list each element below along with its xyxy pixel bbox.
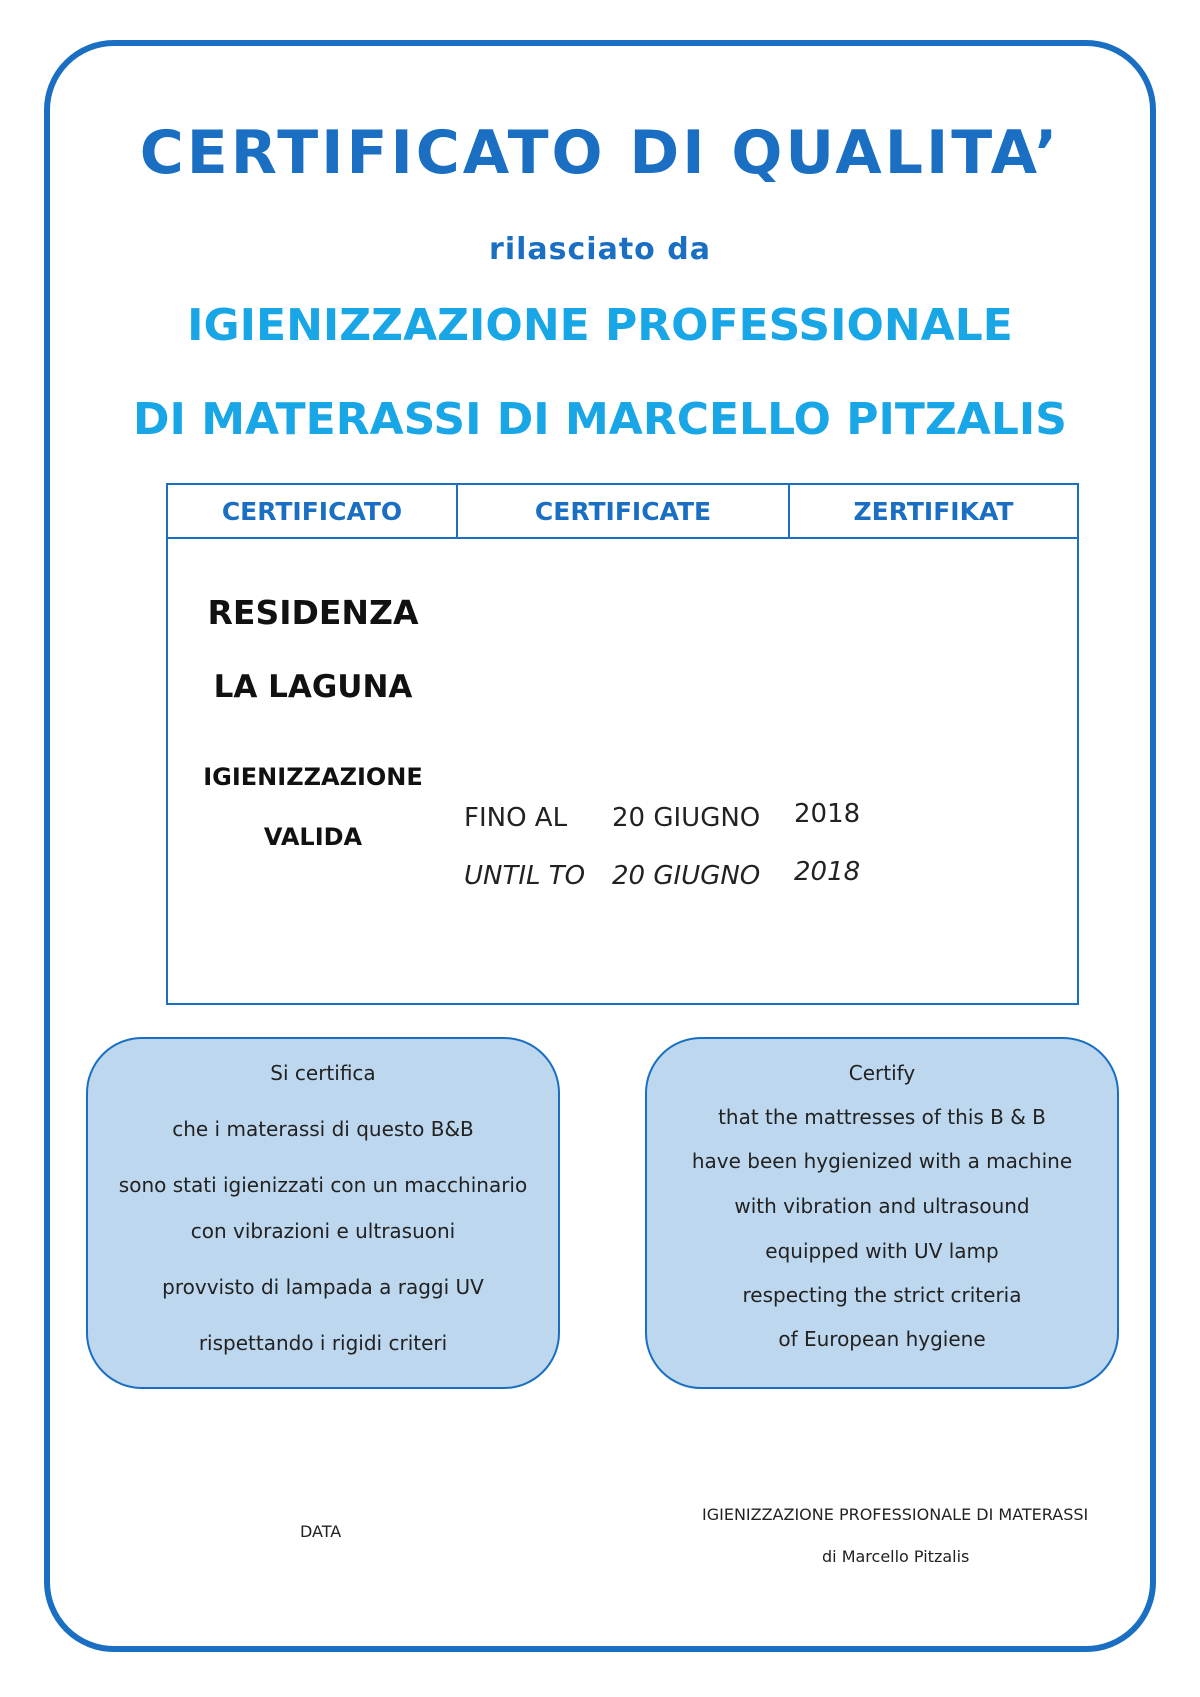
date-label: DATA xyxy=(300,1522,342,1541)
issued-by-label: rilasciato da xyxy=(489,232,711,267)
header-certificato: CERTIFICATO xyxy=(168,485,458,537)
english-statement-line: respecting the strict criteria xyxy=(742,1283,1022,1307)
header-zertifikat: ZERTIFIKAT xyxy=(853,496,1014,526)
english-statement-line: have been hygienized with a machine xyxy=(691,1149,1073,1173)
certificate-title: CERTIFICATO DI QUALITA’ xyxy=(139,118,1061,188)
english-statement-box xyxy=(645,1037,1119,1389)
english-statement-line: equipped with UV lamp xyxy=(765,1239,999,1263)
validity-english-date: 20 GIUGNO xyxy=(612,861,761,891)
validity-label-line1: IGIENIZZAZIONE xyxy=(203,763,423,791)
certificate-box xyxy=(166,483,1079,1005)
issuer-name-line1: IGIENIZZAZIONE PROFESSIONALE xyxy=(187,300,1013,351)
italian-statement-line: Si certifica xyxy=(270,1061,376,1085)
english-statement-line: that the mattresses of this B & B xyxy=(718,1105,1046,1129)
italian-statement-line: rispettando i rigidi criteri xyxy=(198,1331,448,1355)
validity-english-year: 2018 xyxy=(794,857,861,887)
english-statement-line: with vibration and ultrasound xyxy=(734,1194,1030,1218)
validity-label-line2: VALIDA xyxy=(263,823,363,851)
english-statement-line: Certify xyxy=(848,1061,916,1085)
validity-italian-date: 20 GIUGNO xyxy=(612,803,761,833)
recipient-name-line2: LA LAGUNA xyxy=(213,669,413,705)
validity-english-prefix: UNTIL TO xyxy=(464,861,586,891)
validity-italian-year: 2018 xyxy=(794,799,861,829)
validity-italian-prefix: FINO AL xyxy=(464,803,568,833)
italian-statement-line: provvisto di lampada a raggi UV xyxy=(162,1275,484,1299)
english-statement-line: of European hygiene xyxy=(778,1327,986,1351)
signature-company-line1: IGIENIZZAZIONE PROFESSIONALE DI MATERASSI xyxy=(702,1505,1089,1524)
italian-statement-line: sono stati igienizzati con un macchinario xyxy=(118,1173,528,1197)
header-certificate: CERTIFICATE xyxy=(458,485,790,537)
italian-statement-box xyxy=(86,1037,560,1389)
issuer-name-line2: DI MATERASSI DI MARCELLO PITZALIS xyxy=(133,394,1067,445)
certificate-header-row xyxy=(168,485,1077,539)
italian-statement-line: che i materassi di questo B&B xyxy=(172,1117,474,1141)
italian-statement-line: con vibrazioni e ultrasuoni xyxy=(190,1219,456,1243)
signature-company-line2: di Marcello Pitzalis xyxy=(822,1547,970,1566)
recipient-name-line1: RESIDENZA xyxy=(207,593,419,632)
